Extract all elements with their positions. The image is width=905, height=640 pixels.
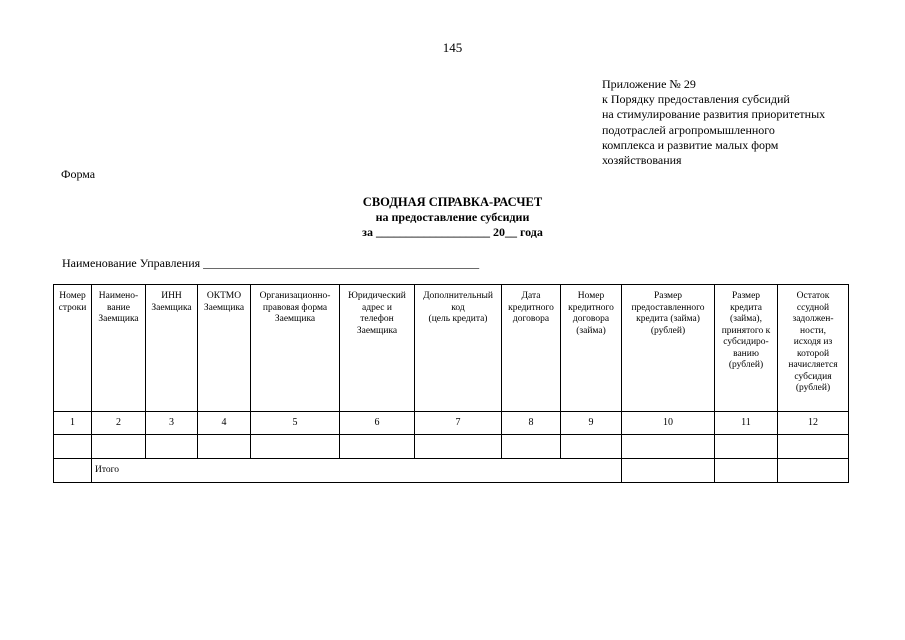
column-header: [251, 285, 340, 412]
title-line-1: СВОДНАЯ СПРАВКА-РАСЧЕТ: [362, 195, 543, 209]
table-cell[interactable]: [715, 435, 778, 459]
column-header-line: предоставленного: [631, 302, 705, 313]
column-header-line: которой: [796, 348, 830, 359]
column-header: [198, 285, 251, 412]
column-header: [92, 285, 146, 412]
column-header-line: Заемщика: [356, 325, 398, 336]
column-header: [778, 285, 849, 412]
column-header-line: ИНН: [161, 291, 182, 301]
column-header-line: правовая форма: [262, 302, 328, 313]
column-header-line: Заемщика: [274, 314, 316, 324]
table-header-row: [54, 285, 849, 412]
appendix-line: подотраслей агропромышленного: [602, 122, 775, 137]
column-header-line: договора: [512, 314, 550, 324]
column-header-line: исходя из: [793, 337, 833, 347]
title-line-3: за ___________________ 20__ года: [362, 225, 543, 239]
column-number: 3: [146, 412, 198, 435]
table-cell[interactable]: [415, 435, 502, 459]
appendix-note: [602, 77, 825, 168]
column-header: [415, 285, 502, 412]
column-number: 5: [251, 412, 340, 435]
total-row: [54, 459, 849, 483]
column-header: [715, 285, 778, 412]
column-header-line: код: [451, 302, 465, 313]
table-cell[interactable]: [54, 435, 92, 459]
column-header-line: (цель кредита): [428, 314, 488, 324]
column-header-line: (рублей): [728, 360, 764, 370]
table-cell[interactable]: [92, 435, 146, 459]
column-number: 10: [622, 412, 715, 435]
column-header-line: ОКТМО: [206, 291, 242, 301]
total-cell[interactable]: [715, 459, 778, 483]
column-header-line: Дата: [521, 291, 541, 301]
column-number: 6: [340, 412, 415, 435]
total-cell[interactable]: [622, 459, 715, 483]
page-number: 145: [442, 40, 463, 55]
column-header-line: ванию: [733, 348, 759, 359]
column-header-line: принятого к: [721, 325, 771, 336]
column-number: 2: [92, 412, 146, 435]
column-header-line: кредитного: [568, 302, 614, 313]
column-header-line: кредита: [730, 302, 762, 313]
column-header: [340, 285, 415, 412]
column-header-line: ности,: [800, 325, 826, 336]
column-header-line: Размер: [653, 291, 683, 301]
column-header-line: Дополнительный: [423, 291, 493, 301]
column-header-line: кредитного: [508, 302, 554, 313]
column-header: [146, 285, 198, 412]
column-header-line: Номер: [59, 291, 86, 301]
column-number: 9: [561, 412, 622, 435]
appendix-line: комплекса и развитие малых форм: [602, 137, 779, 152]
table-cell[interactable]: [561, 435, 622, 459]
column-header-line: ссудной: [796, 302, 830, 313]
column-number: 12: [778, 412, 849, 435]
column-header-line: Размер: [731, 291, 761, 301]
column-number: 7: [415, 412, 502, 435]
table-cell[interactable]: [251, 435, 340, 459]
column-header-line: телефон: [360, 314, 394, 324]
column-header-line: Наимено-: [98, 291, 139, 301]
table-cell[interactable]: [778, 435, 849, 459]
column-header: [622, 285, 715, 412]
column-header-line: кредита (займа): [636, 314, 700, 324]
column-header-line: (рублей): [795, 383, 831, 393]
table-row: [54, 435, 849, 459]
total-cell[interactable]: [778, 459, 849, 483]
column-number: 1: [54, 412, 92, 435]
column-header: [502, 285, 561, 412]
column-header-line: строки: [58, 302, 87, 313]
form-label: Форма: [61, 167, 96, 181]
title-line-2: на предоставление субсидии: [375, 210, 530, 224]
appendix-line: на стимулирование развития приоритетных: [602, 107, 826, 122]
column-header: [54, 285, 92, 412]
column-number: 8: [502, 412, 561, 435]
column-header-line: (займа),: [730, 314, 762, 324]
summary-table: [53, 284, 849, 483]
column-header-line: Юридический: [348, 291, 406, 301]
column-number: 11: [715, 412, 778, 435]
column-number-row: [54, 412, 849, 435]
total-label: Итого: [92, 459, 622, 483]
table-cell[interactable]: [198, 435, 251, 459]
management-name-line: Наименование Управления ______________________________________________: [62, 256, 480, 270]
document-title: [0, 195, 905, 240]
column-header-line: Заемщика: [203, 302, 245, 313]
column-header-line: Заемщика: [98, 314, 139, 324]
column-header: [561, 285, 622, 412]
column-header-line: субсидиро-: [723, 337, 769, 347]
table-cell: [54, 459, 92, 483]
column-header-line: (рублей): [650, 325, 686, 336]
column-header-line: Организационно-: [259, 291, 331, 301]
column-number: 4: [198, 412, 251, 435]
column-header-line: Номер: [577, 291, 605, 301]
column-header-line: вание: [107, 302, 130, 313]
table-cell[interactable]: [146, 435, 198, 459]
column-header-line: адрес и: [362, 302, 392, 313]
appendix-line: Приложение № 29: [602, 77, 696, 91]
column-header-line: задолжен-: [792, 314, 834, 324]
table-cell[interactable]: [502, 435, 561, 459]
appendix-line: хозяйствования: [602, 153, 682, 168]
column-header-line: Остаток: [796, 291, 830, 301]
table-cell[interactable]: [340, 435, 415, 459]
appendix-line: к Порядку предоставления субсидий: [602, 92, 790, 107]
column-header-line: договора: [572, 314, 610, 324]
column-header-line: начисляется: [788, 360, 838, 370]
column-header-line: субсидия: [794, 371, 832, 382]
column-header-line: Заемщика: [151, 302, 192, 313]
table-cell[interactable]: [622, 435, 715, 459]
column-header-line: (займа): [576, 325, 606, 336]
